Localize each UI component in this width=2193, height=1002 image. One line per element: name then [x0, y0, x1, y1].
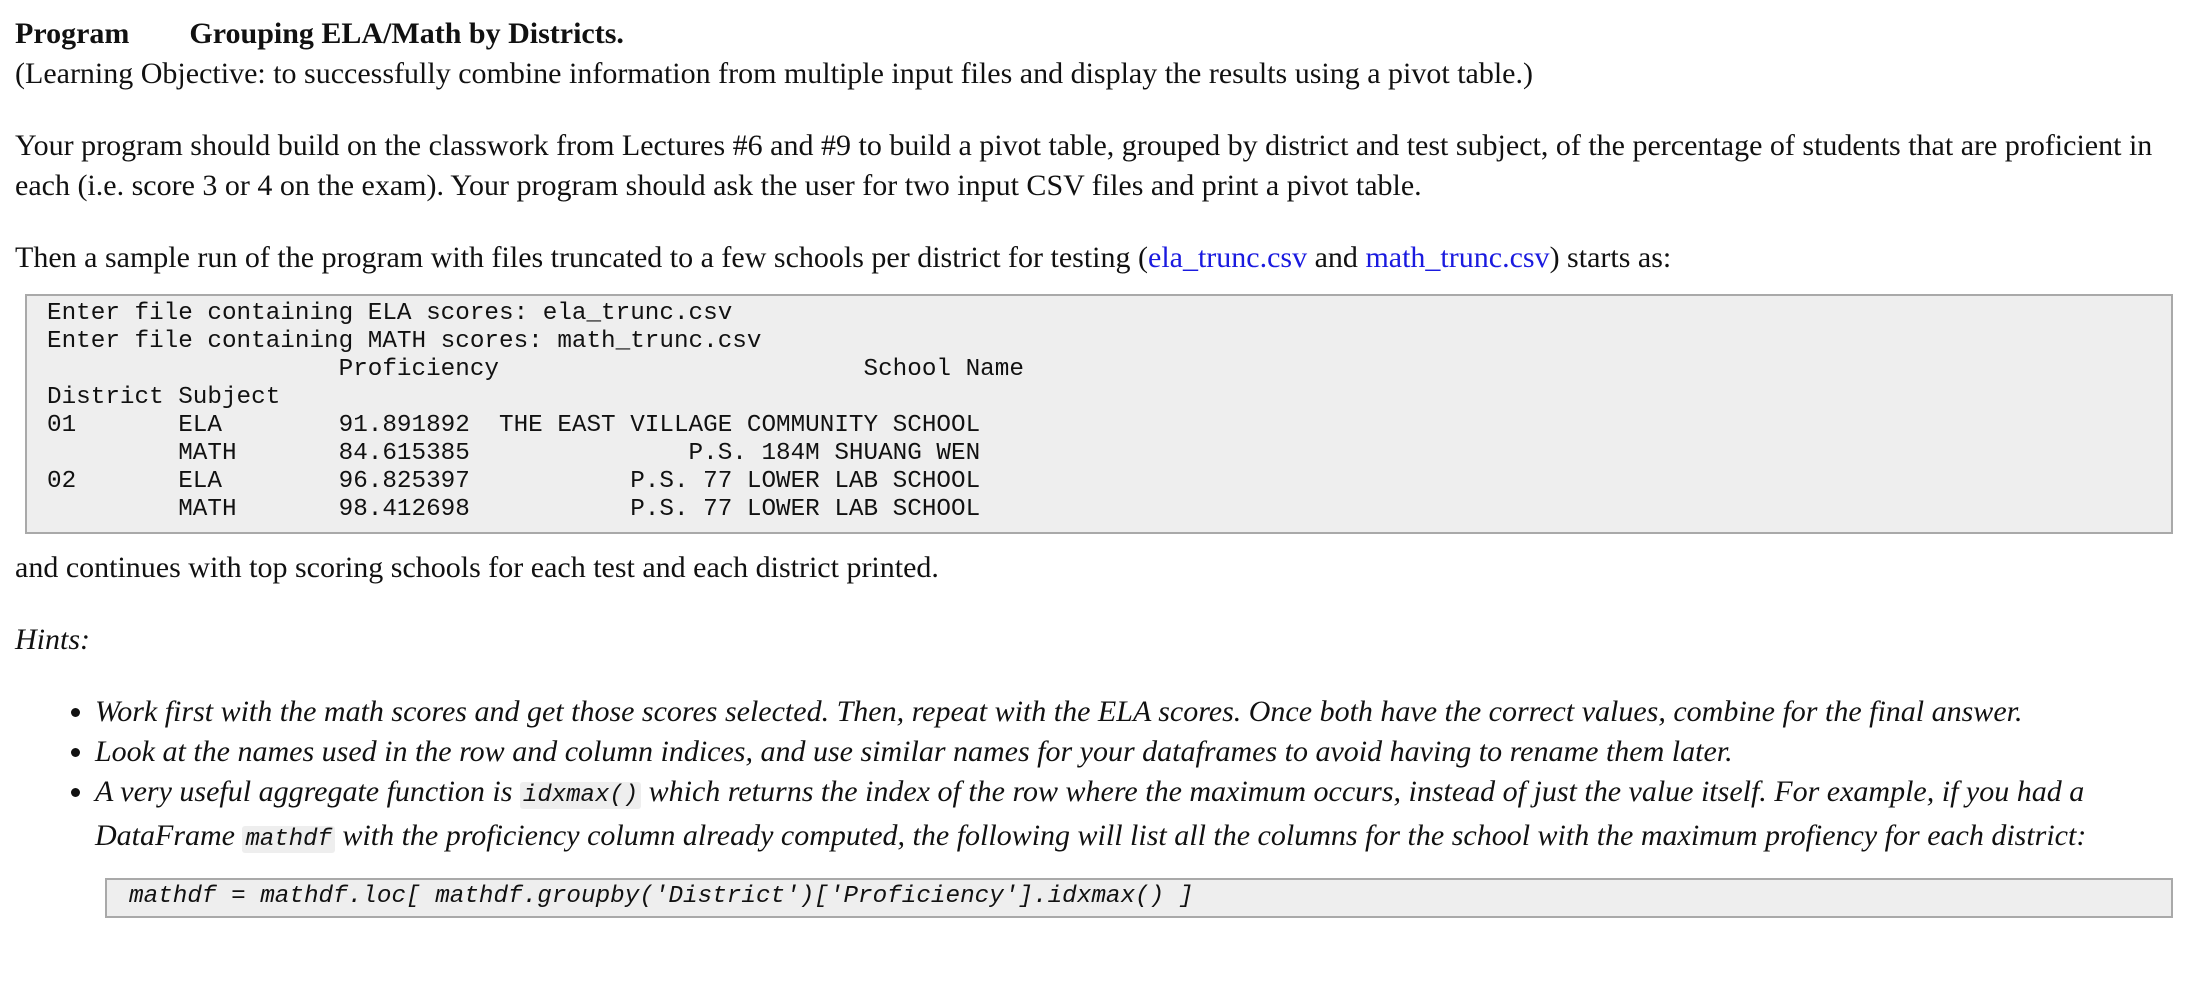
- mathdf-inline-code: mathdf: [242, 826, 334, 853]
- hint3-part1: A very useful aggregate function is: [95, 775, 520, 808]
- math-file-link[interactable]: math_trunc.csv: [1365, 241, 1550, 274]
- learning-objective: (Learning Objective: to successfully combine information from multiple input files and display the results using a pivot table.): [15, 57, 1533, 90]
- idxmax-inline-code: idxmax(): [520, 782, 641, 809]
- hints-list: [15, 692, 2178, 860]
- sample-intro-middle: and: [1307, 241, 1366, 274]
- continues-text: and continues with top scoring schools for each test and each district printed.: [15, 551, 939, 584]
- hints-label: Hints:: [15, 623, 90, 656]
- program-title: Grouping ELA/Math by Districts.: [189, 17, 624, 50]
- sample-output-block: Enter file containing ELA scores: ela_trunc.csv Enter file containing MATH scores: math_trunc.csv Proficiency School Name District Subject 01 ELA 91.891892 THE EAST VILLAGE COMMUNITY SCHOOL MATH 84.615385 P.S. 184M SHUANG WEN 02 ELA 96.825397 P.S. 77 LOWER LAB SCHOOL MATH 98.412698 P.S. 77 LOWER LAB SCHOOL: [25, 294, 2173, 534]
- hint3-part2: which returns the index of the row where the maximum occurs, instead of just the value itself. For example, if you had a DataFrame: [95, 775, 2085, 852]
- hint-item: • Look at the names used in the row and column indices, and use similar names for your dataframes to avoid having to rename them later.: [95, 732, 2178, 772]
- sample-intro-after: ) starts as:: [1549, 241, 1672, 274]
- sample-run-intro: [15, 238, 2178, 278]
- sample-intro-before: Then a sample run of the program with files truncated to a few schools per district for testing (: [15, 241, 1148, 274]
- hint-item: • Work first with the math scores and get those scores selected. Then, repeat with the ELA scores. Once both have the correct values, combine for the final answer.: [95, 692, 2178, 732]
- hint3-part3: with the proficiency column already computed, the following will list all the columns for the school with the maximum profiency for each district:: [334, 819, 2087, 852]
- page-title: [15, 14, 2178, 54]
- hint-item: [95, 772, 2178, 860]
- intro-paragraph: Your program should build on the classwork from Lectures #6 and #9 to build a pivot table, grouped by district and test subject, of the percentage of students that are proficient in each (i.e. score 3 or 4 on the exam). Your program should ask the user for two input CSV files and print a pivot table.: [15, 129, 2153, 202]
- program-label: Program: [15, 17, 130, 50]
- code-example-block: mathdf = mathdf.loc[ mathdf.groupby('District')['Proficiency'].idxmax() ]: [105, 878, 2173, 918]
- ela-file-link[interactable]: ela_trunc.csv: [1148, 241, 1308, 274]
